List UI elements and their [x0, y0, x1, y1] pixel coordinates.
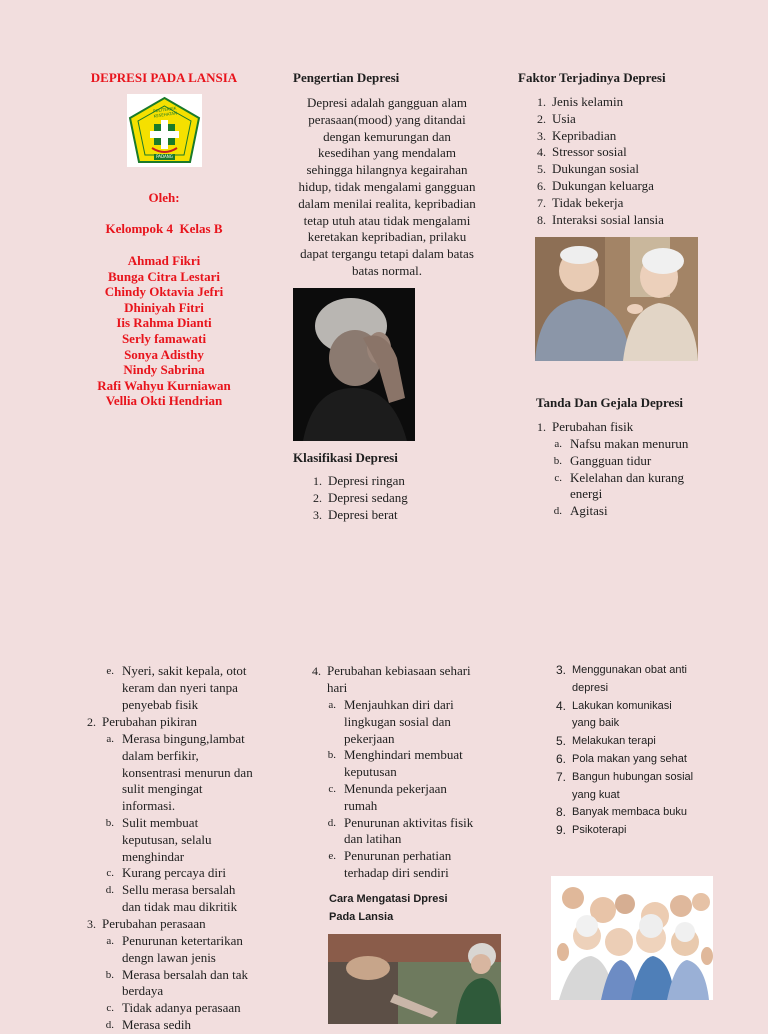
author-label: Oleh: — [148, 190, 180, 205]
feeling-changes-list — [100, 933, 280, 1034]
list-item: a. Merasa bingung,lambat dalam berfikir, konsentrasi menurun dan sulit mengingat informasi. — [106, 731, 253, 814]
list-item: 7. Tidak bekerja — [537, 194, 624, 210]
elderly-couple-photo — [535, 237, 698, 361]
list-item: 3. Menggunakan obat anti depresi — [555, 663, 687, 694]
list-item: 1. Perubahan fisik — [537, 419, 634, 434]
list-item: 2. Perubahan pikiran — [87, 714, 197, 729]
member-name: Sonya Adisthy — [124, 346, 204, 362]
factors-list — [530, 94, 730, 228]
list-item: 5. Dukungan sosial — [537, 161, 640, 177]
factors-heading: Faktor Terjadinya Depresi — [518, 70, 666, 85]
signs-list-continued — [80, 714, 280, 731]
list-item: 8. Interaksi sosial lansia — [537, 211, 664, 227]
member-name: Chindy Oktavia Jefri — [104, 284, 224, 300]
list-item: 1. Jenis kelamin — [537, 94, 624, 109]
list-item: 6. Dukungan keluarga — [537, 177, 654, 193]
list-item: e. Penurunan perhatian terhadap diri sendiri — [328, 848, 452, 880]
member-name: Ahmad Fikri — [127, 253, 201, 268]
thinking-changes-list — [100, 731, 280, 916]
member-name: Dhiniyah Fitri — [124, 299, 204, 315]
group-label: Kelompok 4 Kelas B — [105, 221, 223, 236]
list-item: c. Tidak adanya perasaan — [106, 1000, 241, 1016]
list-item: 1. Depresi ringan — [313, 473, 405, 488]
member-name: Bunga Citra Lestari — [108, 268, 220, 284]
list-item: b. Merasa bersalah dan tak berdaya — [105, 966, 248, 999]
coping-heading: Cara Mengatasi Dpresi Pada Lansia — [329, 893, 448, 923]
list-item: c. Kurang percaya diri — [106, 865, 226, 881]
member-name: Vellia Okti Hendrian — [105, 393, 223, 409]
happy-elderly-group-photo — [551, 876, 713, 1000]
list-item: b. Sulit membuat keputusan, selalu menghindar — [105, 814, 212, 864]
list-item: 7. Bangun hubungan sosial yang kuat — [555, 769, 694, 801]
polytechnic-logo — [127, 94, 202, 167]
list-item: d. Agitasi — [553, 503, 608, 519]
classification-list — [306, 473, 486, 523]
signs-list — [530, 419, 730, 436]
sad-elderly-woman-photo — [293, 288, 415, 441]
classification-heading: Klasifikasi Depresi — [293, 450, 398, 465]
coping-methods-list — [550, 662, 750, 840]
list-item: 4. Lakukan komunikasi yang baik — [555, 698, 672, 730]
brochure-title: DEPRESI PADA LANSIA — [90, 70, 238, 85]
list-item: 3. Depresi berat — [313, 506, 398, 522]
habit-changes-list — [322, 697, 497, 882]
definition-heading: Pengertian Depresi — [293, 70, 400, 85]
member-name: Nindy Sabrina — [123, 362, 205, 378]
list-item: a. Menjauhkan diri dari lingkugan sosial dan pekerjaan — [328, 697, 454, 746]
list-item: c. Kelelahan dan kurang energi — [554, 469, 685, 502]
member-list — [70, 253, 258, 409]
list-item: b. Menghindari membuat keputusan — [327, 747, 463, 780]
list-item: 3. Perubahan perasaan — [87, 916, 206, 931]
member-name: Rafi Wahyu Kurniawan — [97, 377, 231, 393]
definition-text: Depresi adalah gangguan alam perasaan(mood) yang ditandai dengan kemurungan dan kesedihan yang mendalam sehingga hilangnya kegairahan hidup, tidak mengalami gangguan dalam menilai realita, kepribadian tetap utuh atau tidak mengalami keretakan kepribadian, prilaku dapat tergangu tetapi dalam batas batas normal. — [298, 95, 476, 278]
list-item: 2. Depresi sedang — [313, 489, 408, 505]
list-item: 9. Psikoterapi — [555, 823, 627, 838]
list-item: 6. Pola makan yang sehat — [555, 751, 687, 766]
member-name: Iis Rahma Dianti — [116, 315, 212, 331]
logo-bottom-text: PADANG — [156, 154, 173, 159]
list-item: 5. Melakukan terapi — [555, 734, 656, 749]
signs-list-continued-2 — [80, 916, 280, 933]
list-item: 2. Usia — [537, 110, 576, 126]
physical-changes-list — [548, 436, 728, 520]
list-item: 4. Perubahan kebiasaan sehari hari — [312, 663, 471, 695]
list-item: 4. Stressor sosial — [537, 144, 627, 160]
signs-list-continued-3 — [305, 663, 495, 697]
member-name: Serly famawati — [121, 330, 207, 346]
list-item: a. Penurunan ketertarikan dengn lawan jenis — [106, 933, 243, 965]
physical-changes-continued — [100, 663, 280, 713]
list-item: c. Menunda pekerjaan rumah — [328, 780, 447, 813]
list-item: b. Gangguan tidur — [553, 452, 652, 468]
elderly-exercise-photo — [328, 934, 501, 1024]
list-item: d. Penurunan aktivitas fisik dan latihan — [327, 814, 474, 847]
list-item: d. Merasa sedih — [105, 1016, 191, 1032]
list-item: d. Sellu merasa bersalah dan tidak mau dikritik — [105, 882, 238, 914]
signs-heading: Tanda Dan Gejala Depresi — [536, 395, 683, 410]
list-item: 3. Kepribadian — [537, 127, 617, 143]
list-item: 8. Banyak membaca buku — [555, 805, 687, 820]
logo-top-text: POLITEKNIK KESEHATAN — [152, 105, 178, 119]
list-item: e. Nyeri, sakit kepala, otot keram dan nyeri tanpa penyebab fisik — [106, 663, 247, 712]
list-item: a. Nafsu makan menurun — [554, 436, 689, 451]
